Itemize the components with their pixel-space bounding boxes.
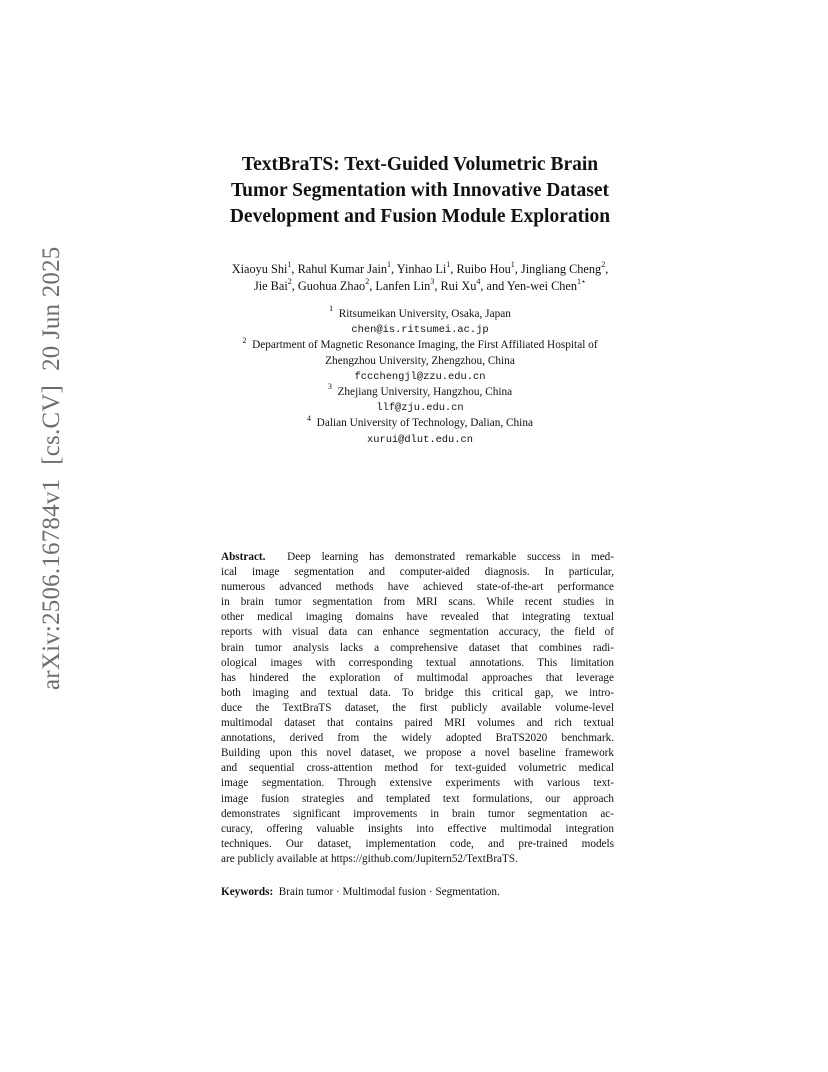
abstract-text: Deep learning has demonstrated remarkable success in med- — [287, 551, 614, 563]
keyword: Segmentation. — [435, 886, 500, 898]
affiliation-text: Ritsumeikan University, Osaka, Japan — [338, 308, 511, 320]
author-separator: , — [514, 262, 521, 276]
affiliation-email — [140, 400, 700, 416]
keywords — [221, 885, 614, 900]
arxiv-date: 20 Jun 2025 — [38, 246, 65, 371]
keywords-label: Keywords: — [221, 886, 274, 898]
author-name: Ruibo Hou — [456, 262, 511, 276]
abstract-line: Building upon this novel dataset, we propose a novel baseline framework — [221, 747, 614, 760]
email-address: fccchengjl@zzu.edu.cn — [354, 370, 486, 383]
author-separator: , — [434, 279, 441, 293]
affiliation-number: 3 — [327, 382, 332, 392]
abstract-line: brain tumor analysis lacks a comprehensive dataset that combines radi- — [221, 641, 614, 654]
affiliation-number: 2 — [242, 335, 247, 345]
affiliation-line — [140, 382, 700, 400]
affiliation-line — [140, 354, 700, 369]
author-name: Xiaoyu Shi — [231, 262, 288, 276]
title-line: Tumor Segmentation with Innovative Dataset — [230, 180, 610, 201]
author-separator: , and — [480, 279, 507, 293]
paper-title — [150, 152, 690, 230]
author-list — [140, 261, 700, 295]
affiliation-email — [140, 432, 700, 448]
author-affiliation-mark: 2 — [287, 276, 292, 286]
author-affiliation-mark: 3 — [430, 276, 435, 286]
author-affiliation-mark: 1 — [287, 259, 292, 269]
author-affiliation-mark: 2 — [601, 259, 606, 269]
title-line: Development and Fusion Module Exploration — [229, 206, 611, 227]
affiliation-number: 1 — [329, 304, 334, 314]
author-name: Rui Xu — [440, 279, 477, 293]
email-address: llf@zju.edu.cn — [376, 402, 464, 415]
affiliation-line — [140, 304, 700, 322]
abstract-line — [221, 550, 614, 565]
abstract-line: duce the TextBraTS dataset, the first publicly available volume-level — [221, 701, 614, 714]
abstract-line: demonstrates significant improvements in brain tumor segmentation ac- — [221, 807, 614, 820]
affiliation-text: Zhejiang University, Hangzhou, China — [337, 386, 513, 399]
author-name: Lanfen Lin — [375, 279, 431, 293]
abstract-line: multimodal dataset that contains paired MRI volumes and rich textual — [221, 717, 614, 730]
abstract-line: has hindered the exploration of multimodal approaches that leverage — [221, 671, 614, 684]
email-address: xurui@dlut.edu.cn — [366, 433, 473, 446]
affiliation-line — [140, 413, 700, 431]
author-affiliation-mark: 1 — [510, 259, 515, 269]
author-affiliation-mark: 4 — [476, 276, 481, 286]
affiliation-line — [140, 335, 700, 353]
abstract-line: ological images with corresponding textual annotations. This limitation — [221, 656, 614, 669]
abstract-line: image fusion strategies and templated text formulations, our approach — [221, 792, 614, 805]
author-separator: , — [291, 262, 298, 276]
affiliation-text: Dalian University of Technology, Dalian, China — [316, 417, 533, 430]
author-name: Guohua Zhao — [297, 279, 366, 293]
affiliation-number: 4 — [307, 413, 312, 423]
abstract-line: in brain tumor segmentation from MRI scans. While recent studies in — [221, 596, 614, 609]
keyword: Brain tumor — [278, 886, 334, 898]
author-affiliation-mark: 2 — [365, 276, 370, 286]
abstract-line: reports with visual data can enhance segmentation accuracy, the field of — [221, 626, 614, 639]
abstract-line: both imaging and textual data. To bridge this critical gap, we intro- — [221, 686, 614, 699]
author-name: Yinhao Li — [396, 262, 447, 276]
author-affiliation-mark: 1 — [446, 259, 451, 269]
abstract-line: numerous advanced methods have achieved state-of-the-art performance — [221, 581, 614, 594]
arxiv-identifier-stamp — [38, 246, 66, 690]
author-line — [140, 261, 700, 278]
arxiv-id: arXiv:2506.16784v1 — [38, 478, 65, 690]
keyword: Multimodal fusion — [342, 886, 427, 898]
abstract-label: Abstract. — [221, 551, 266, 563]
author-name: Rahul Kumar Jain — [297, 262, 388, 276]
affiliation-text: Zhengzhou University, Zhengzhou, China — [325, 354, 515, 367]
abstract — [221, 550, 614, 867]
abstract-line: techniques. Our dataset, implementation code, and pre-trained models — [221, 837, 614, 850]
keyword-separator: · — [426, 886, 436, 898]
abstract-line: other medical imaging domains have revealed that integrating textual — [221, 611, 614, 624]
abstract-line: are publicly available at https://github.com/Jupitern52/TextBraTS. — [221, 852, 518, 865]
author-name: Yen-wei Chen — [506, 279, 578, 293]
abstract-line: annotations, derived from the widely adopted BraTS2020 benchmark. — [221, 732, 614, 745]
abstract-line: image segmentation. Through extensive experiments with various text- — [221, 777, 614, 790]
email-address: chen@is.ritsumei.ac.jp — [351, 324, 489, 337]
abstract-line: ical image segmentation and computer-aided diagnosis. In particular, — [221, 566, 614, 579]
keyword-separator: · — [333, 886, 343, 898]
abstract-line: and sequential cross-attention method for text-guided volumetric medical — [221, 762, 614, 775]
author-separator: , — [291, 279, 298, 293]
author-separator: , — [605, 262, 609, 276]
affiliation-email — [140, 322, 700, 338]
author-separator: , — [369, 279, 376, 293]
affiliation-email — [140, 369, 700, 385]
author-name: Jingliang Cheng — [520, 262, 602, 276]
title-line: TextBraTS: Text-Guided Volumetric Brain — [241, 154, 599, 175]
author-affiliation-mark: 1⋆ — [577, 276, 587, 286]
author-separator: , — [450, 262, 457, 276]
author-line — [140, 278, 700, 295]
author-name: Jie Bai — [253, 279, 288, 293]
author-affiliation-mark: 1 — [387, 259, 392, 269]
abstract-line: curacy, offering valuable insights into effective multimodal integration — [221, 822, 614, 835]
affiliation-text: Department of Magnetic Resonance Imaging, the First Affiliated Hospital of — [252, 339, 598, 352]
author-separator: , — [391, 262, 397, 276]
affiliation-list — [140, 304, 700, 448]
arxiv-category: [cs.CV] — [38, 384, 65, 465]
